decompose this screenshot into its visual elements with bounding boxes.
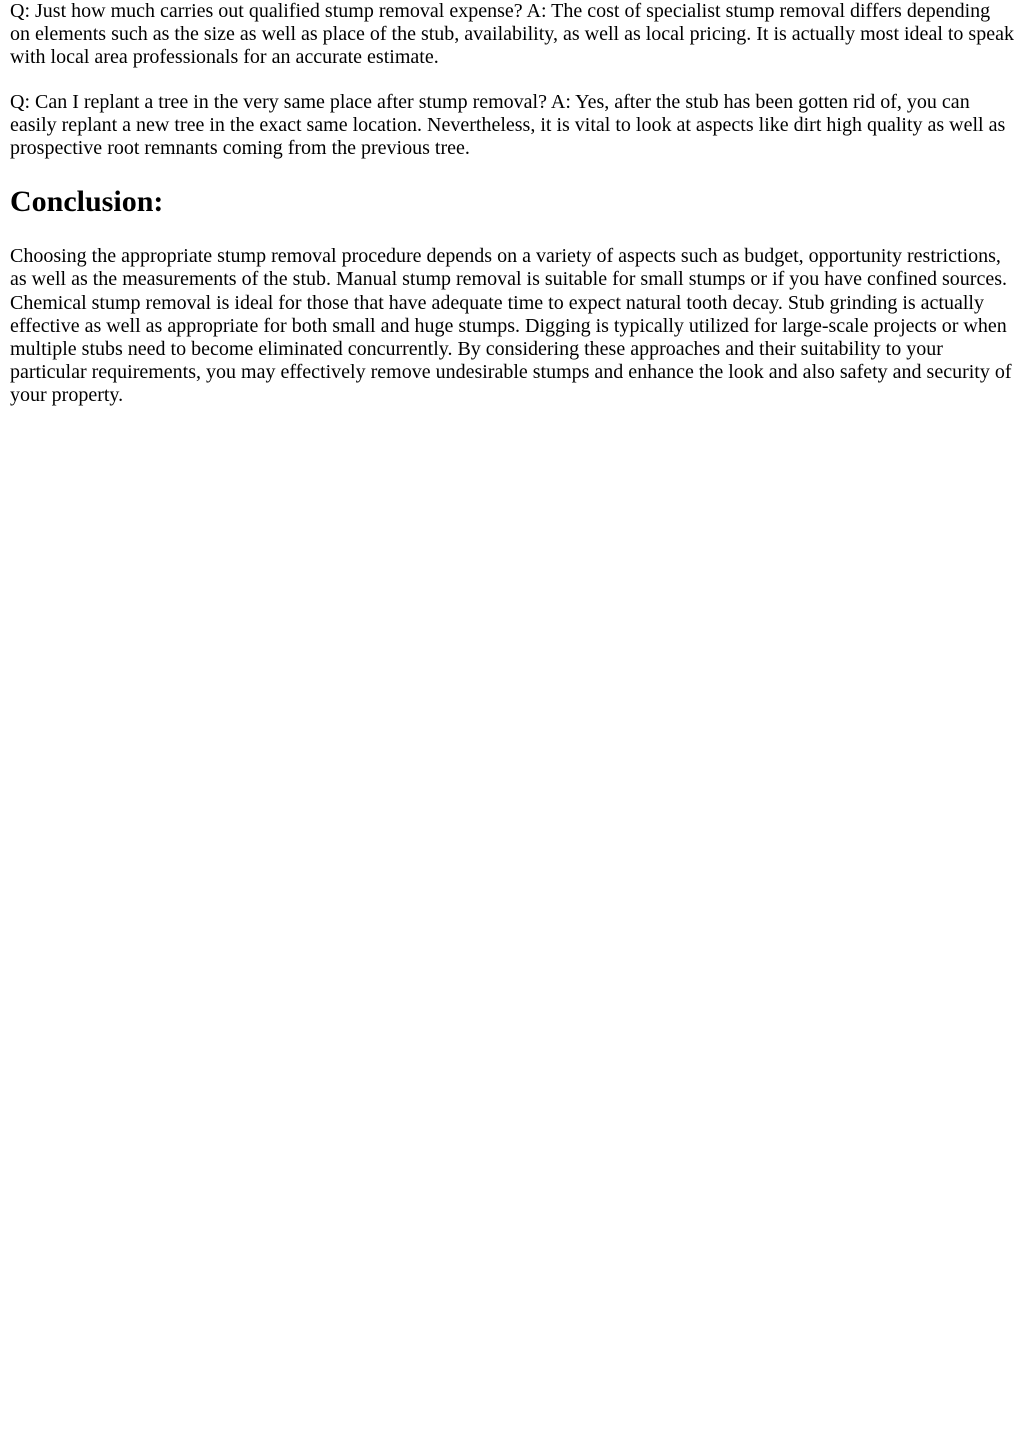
faq-replant-paragraph: Q: Can I replant a tree in the very same place after stump removal? A: Yes, after the stub has been gotten rid of, you can easily replant a new tree in the exact same location. Nevertheless, it is vital to look at aspects like dirt high quality as well as prospective root remnants coming from the previous tree. [10, 90, 1006, 160]
faq-cost-paragraph: Q: Just how much carries out qualified stump removal expense? A: The cost of specialist stump removal differs depending on elements such as the size as well as place of the stub, availability, as well as local pricing. It is actually most ideal to speak with local area professionals for an accurate estimate. [10, 0, 1014, 69]
article-page [0, 0, 1024, 408]
conclusion-heading: Conclusion: [10, 185, 164, 219]
conclusion-paragraph: Choosing the appropriate stump removal procedure depends on a variety of aspects such as budget, opportunity restrictions, as well as the measurements of the stub. Manual stump removal is suitable for small stumps or if you have confined sources. Chemical stump removal is ideal for those that have adequate time to expect natural tooth decay. Stub grinding is actually effective as well as appropriate for both small and huge stumps. Digging is typically utilized for large-scale projects or when multiple stubs need to become eliminated concurrently. By considering these approaches and their suitability to your particular requirements, you may effectively remove undesirable stumps and enhance the look and also safety and security of your property. [10, 245, 1012, 407]
